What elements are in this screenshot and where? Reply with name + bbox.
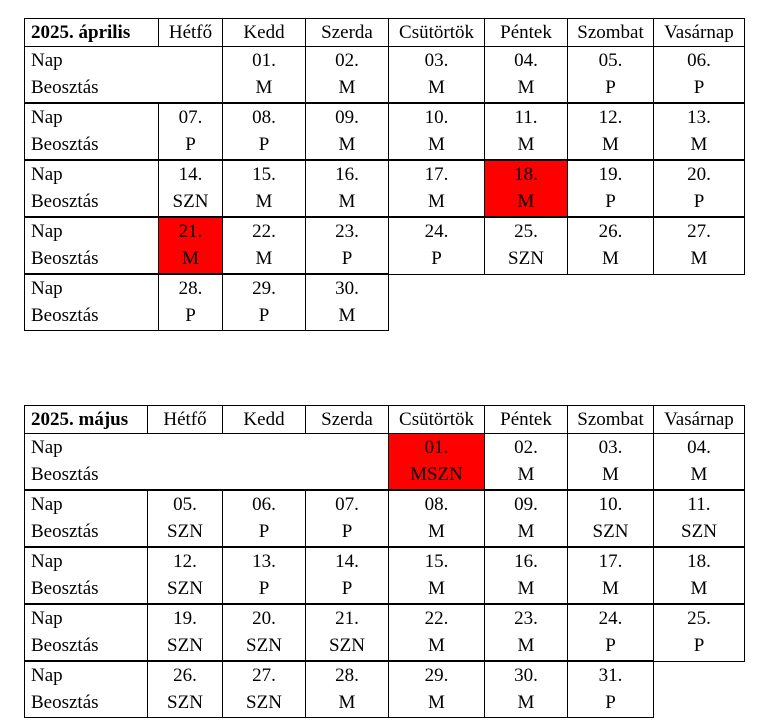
shift-code: SZN xyxy=(167,578,203,599)
day-cell xyxy=(389,547,485,604)
day-cell xyxy=(389,434,485,491)
week-row xyxy=(25,103,745,160)
day-number: 16. xyxy=(514,551,538,572)
week-row xyxy=(25,547,745,604)
day-cell xyxy=(485,490,568,547)
weekday-header: Vasárnap xyxy=(654,19,745,47)
row-labels xyxy=(25,160,159,217)
shift-code: M xyxy=(517,464,535,485)
shift-code: M xyxy=(338,77,356,98)
day-cell xyxy=(654,47,745,104)
shift-label: Beosztás xyxy=(31,464,99,485)
empty-cell xyxy=(654,661,745,718)
day-cell xyxy=(485,47,568,104)
day-cell xyxy=(389,661,485,718)
day-cell xyxy=(148,661,223,718)
day-number: 04. xyxy=(687,437,711,458)
day-cell xyxy=(389,103,485,160)
day-number: 29. xyxy=(252,278,276,299)
day-number: 24. xyxy=(598,608,623,629)
day-number: 04. xyxy=(514,50,538,71)
day-number: 14. xyxy=(335,551,359,572)
day-cell xyxy=(485,661,568,718)
shift-code: M xyxy=(338,191,356,212)
day-label: Nap xyxy=(31,221,63,242)
day-number: 31. xyxy=(598,665,623,686)
day-number: 17. xyxy=(598,551,623,572)
day-cell xyxy=(389,47,485,104)
week-row xyxy=(25,217,745,274)
shift-label: Beosztás xyxy=(31,248,99,269)
day-cell xyxy=(148,490,223,547)
shift-code: M xyxy=(255,77,273,98)
weekday-header: Szombat xyxy=(568,406,654,434)
day-cell xyxy=(654,217,745,274)
week-row xyxy=(25,47,745,104)
day-number: 21. xyxy=(335,608,359,629)
day-number: 30. xyxy=(514,665,538,686)
day-number: 28. xyxy=(335,665,359,686)
day-number: 10. xyxy=(598,494,623,515)
day-cell xyxy=(159,274,223,331)
day-number: 20. xyxy=(252,608,276,629)
day-cell xyxy=(223,274,306,331)
weekday-header: Szombat xyxy=(568,19,654,47)
shift-code: M xyxy=(690,464,708,485)
day-number: 28. xyxy=(178,278,203,299)
week-row xyxy=(25,661,745,718)
day-cell xyxy=(389,160,485,217)
day-number: 09. xyxy=(514,494,538,515)
shift-code: M xyxy=(602,248,619,269)
row-labels xyxy=(25,604,148,661)
day-number: 26. xyxy=(173,665,197,686)
day-cell xyxy=(568,604,654,661)
day-cell xyxy=(159,103,223,160)
day-number: 03. xyxy=(424,50,449,71)
weekday-header: Csütörtök xyxy=(389,19,485,47)
shift-code: M xyxy=(602,134,619,155)
shift-code: M xyxy=(338,134,356,155)
day-number: 06. xyxy=(687,50,711,71)
shift-code: P xyxy=(605,191,616,212)
day-number: 27. xyxy=(252,665,276,686)
day-number: 10. xyxy=(424,107,449,128)
day-number: 12. xyxy=(173,551,197,572)
day-number: 11. xyxy=(514,107,538,128)
shift-code: SZN xyxy=(681,521,717,542)
shift-code: M xyxy=(182,248,199,269)
shift-code: SZN xyxy=(167,692,203,713)
empty-cell xyxy=(485,274,568,331)
weekday-header: Csütörtök xyxy=(389,406,485,434)
day-cell xyxy=(389,604,485,661)
day-number: 09. xyxy=(335,107,359,128)
weekday-header: Hétfő xyxy=(148,406,223,434)
shift-code: M xyxy=(428,692,445,713)
day-number: 30. xyxy=(335,278,359,299)
day-cell xyxy=(223,217,306,274)
day-cell xyxy=(306,274,389,331)
shift-code: M xyxy=(517,134,535,155)
day-number: 01. xyxy=(252,50,276,71)
day-cell xyxy=(306,217,389,274)
day-number: 03. xyxy=(598,437,623,458)
day-number: 18. xyxy=(687,551,711,572)
day-cell xyxy=(568,160,654,217)
may-schedule-table xyxy=(24,405,745,718)
day-number: 08. xyxy=(252,107,276,128)
shift-code: P xyxy=(605,692,616,713)
day-number: 22. xyxy=(424,608,449,629)
weekday-header: Szerda xyxy=(306,406,389,434)
weekday-header: Vasárnap xyxy=(654,406,745,434)
day-cell xyxy=(485,160,568,217)
shift-code: M xyxy=(255,191,273,212)
day-number: 05. xyxy=(598,50,623,71)
shift-code: SZN xyxy=(172,191,209,212)
day-number: 20. xyxy=(687,164,711,185)
shift-code: P xyxy=(605,635,616,656)
week-row xyxy=(25,434,745,491)
weekday-header: Kedd xyxy=(223,19,306,47)
shift-label: Beosztás xyxy=(31,578,99,599)
shift-code: M xyxy=(517,521,535,542)
day-number: 18. xyxy=(514,164,538,185)
day-cell xyxy=(389,490,485,547)
empty-cell xyxy=(654,274,745,331)
day-cell xyxy=(568,661,654,718)
shift-code: P xyxy=(693,191,705,212)
day-cell xyxy=(223,604,306,661)
day-number: 05. xyxy=(173,494,197,515)
day-number: 23. xyxy=(514,608,538,629)
row-labels xyxy=(25,103,159,160)
day-number: 12. xyxy=(598,107,623,128)
day-number: 08. xyxy=(424,494,449,515)
empty-cell xyxy=(568,274,654,331)
shift-code: P xyxy=(605,77,616,98)
day-cell xyxy=(568,47,654,104)
empty-cell xyxy=(389,274,485,331)
day-number: 01. xyxy=(424,437,449,458)
day-label: Nap xyxy=(31,608,63,629)
day-number: 11. xyxy=(687,494,711,515)
day-cell xyxy=(306,604,389,661)
day-number: 06. xyxy=(252,494,276,515)
day-label: Nap xyxy=(31,50,63,71)
shift-label: Beosztás xyxy=(31,191,99,212)
day-cell xyxy=(159,160,223,217)
shift-code: SZN xyxy=(246,692,282,713)
day-cell xyxy=(148,547,223,604)
day-number: 26. xyxy=(598,221,623,242)
day-cell xyxy=(223,160,306,217)
day-cell xyxy=(306,547,389,604)
day-number: 21. xyxy=(178,221,203,242)
day-cell xyxy=(568,547,654,604)
shift-code: P xyxy=(341,521,353,542)
day-cell xyxy=(306,490,389,547)
day-number: 19. xyxy=(598,164,623,185)
day-number: 07. xyxy=(178,107,203,128)
weekday-header: Péntek xyxy=(485,19,568,47)
day-cell xyxy=(306,160,389,217)
april-schedule-table xyxy=(24,18,745,331)
day-label: Nap xyxy=(31,551,63,572)
shift-label: Beosztás xyxy=(31,134,99,155)
weekday-header: Péntek xyxy=(485,406,568,434)
day-label: Nap xyxy=(31,437,63,458)
shift-code: SZN xyxy=(246,635,282,656)
row-labels xyxy=(25,434,389,491)
day-label: Nap xyxy=(31,665,63,686)
day-cell xyxy=(223,661,306,718)
day-cell xyxy=(485,604,568,661)
shift-code: P xyxy=(693,77,705,98)
row-labels xyxy=(25,47,223,104)
shift-code: SZN xyxy=(508,248,544,269)
day-number: 29. xyxy=(424,665,449,686)
shift-code: P xyxy=(341,578,353,599)
week-row xyxy=(25,274,745,331)
header-row xyxy=(25,406,745,434)
shift-code: M xyxy=(428,191,445,212)
shift-code: P xyxy=(185,134,196,155)
day-number: 27. xyxy=(687,221,711,242)
shift-code: P xyxy=(693,635,705,656)
shift-code: P xyxy=(258,521,270,542)
row-labels xyxy=(25,661,148,718)
day-cell xyxy=(568,217,654,274)
shift-code: P xyxy=(341,248,353,269)
day-number: 02. xyxy=(514,437,538,458)
day-number: 15. xyxy=(424,551,449,572)
day-cell xyxy=(654,604,745,661)
shift-code: M xyxy=(517,191,535,212)
day-cell xyxy=(568,434,654,491)
day-number: 17. xyxy=(424,164,449,185)
day-number: 07. xyxy=(335,494,359,515)
row-labels xyxy=(25,490,148,547)
shift-code: M xyxy=(517,77,535,98)
shift-code: M xyxy=(338,692,356,713)
row-labels xyxy=(25,274,159,331)
week-row xyxy=(25,160,745,217)
month-title: 2025. április xyxy=(25,19,159,47)
shift-code: M xyxy=(690,248,708,269)
shift-code: SZN xyxy=(167,521,203,542)
shift-label: Beosztás xyxy=(31,77,99,98)
shift-code: P xyxy=(258,578,270,599)
day-number: 13. xyxy=(687,107,711,128)
month-title: 2025. május xyxy=(25,406,148,434)
shift-code: M xyxy=(428,77,445,98)
day-cell xyxy=(223,490,306,547)
weekday-header: Kedd xyxy=(223,406,306,434)
shift-label: Beosztás xyxy=(31,521,99,542)
day-cell xyxy=(306,103,389,160)
day-cell xyxy=(485,217,568,274)
day-label: Nap xyxy=(31,494,63,515)
day-number: 25. xyxy=(514,221,538,242)
header-row xyxy=(25,19,745,47)
day-cell xyxy=(223,547,306,604)
row-labels xyxy=(25,547,148,604)
day-number: 14. xyxy=(178,164,203,185)
weekday-header: Szerda xyxy=(306,19,389,47)
shift-code: M xyxy=(602,464,619,485)
day-cell xyxy=(654,490,745,547)
shift-code: M xyxy=(602,578,619,599)
day-cell xyxy=(223,103,306,160)
shift-code: M xyxy=(517,635,535,656)
day-label: Nap xyxy=(31,107,63,128)
day-label: Nap xyxy=(31,164,63,185)
day-cell xyxy=(389,217,485,274)
shift-code: M xyxy=(690,578,708,599)
day-cell xyxy=(485,103,568,160)
day-cell xyxy=(654,103,745,160)
shift-code: MSZN xyxy=(410,464,463,485)
day-number: 02. xyxy=(335,50,359,71)
weekday-header: Hétfő xyxy=(159,19,223,47)
day-label: Nap xyxy=(31,278,63,299)
shift-code: P xyxy=(431,248,442,269)
shift-code: M xyxy=(517,578,535,599)
shift-code: M xyxy=(255,248,273,269)
shift-code: M xyxy=(338,305,356,326)
shift-code: SZN xyxy=(329,635,365,656)
shift-label: Beosztás xyxy=(31,305,99,326)
day-cell xyxy=(223,47,306,104)
day-number: 24. xyxy=(424,221,449,242)
day-cell xyxy=(306,47,389,104)
shift-code: P xyxy=(258,305,270,326)
shift-code: SZN xyxy=(167,635,203,656)
day-cell xyxy=(485,434,568,491)
shift-code: M xyxy=(690,134,708,155)
shift-code: P xyxy=(185,305,196,326)
day-number: 16. xyxy=(335,164,359,185)
week-row xyxy=(25,604,745,661)
day-cell xyxy=(568,103,654,160)
shift-code: M xyxy=(428,521,445,542)
day-cell xyxy=(159,217,223,274)
shift-code: M xyxy=(428,635,445,656)
day-cell xyxy=(306,661,389,718)
day-cell xyxy=(654,160,745,217)
day-cell xyxy=(148,604,223,661)
day-number: 22. xyxy=(252,221,276,242)
shift-code: M xyxy=(428,134,445,155)
shift-code: M xyxy=(428,578,445,599)
shift-code: M xyxy=(517,692,535,713)
shift-label: Beosztás xyxy=(31,635,99,656)
shift-code: P xyxy=(258,134,270,155)
day-cell xyxy=(485,547,568,604)
day-cell xyxy=(568,490,654,547)
day-number: 25. xyxy=(687,608,711,629)
row-labels xyxy=(25,217,159,274)
week-row xyxy=(25,490,745,547)
shift-label: Beosztás xyxy=(31,692,99,713)
shift-code: SZN xyxy=(592,521,629,542)
day-number: 23. xyxy=(335,221,359,242)
day-number: 13. xyxy=(252,551,276,572)
day-cell xyxy=(654,547,745,604)
day-number: 15. xyxy=(252,164,276,185)
day-number: 19. xyxy=(173,608,197,629)
day-cell xyxy=(654,434,745,491)
